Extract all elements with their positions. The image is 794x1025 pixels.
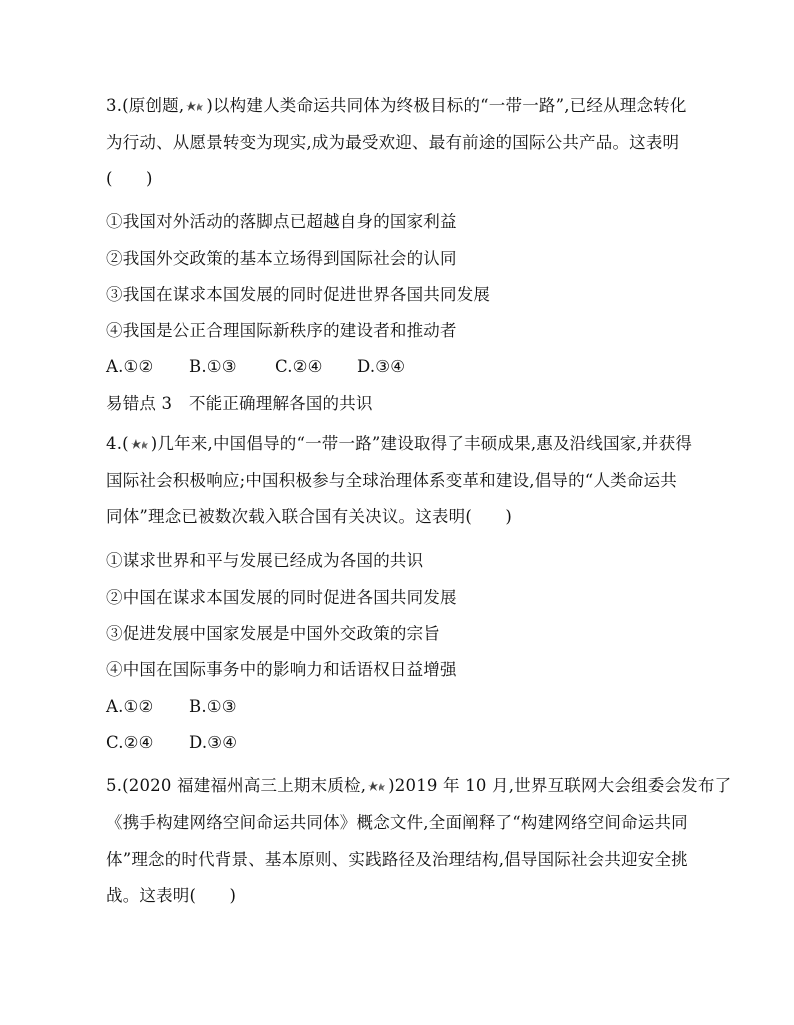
q5-prefix: 5.(2020 福建福州高三上期末质检, xyxy=(106,776,367,795)
q4-options-row-1 xyxy=(106,697,237,717)
q4-statement-1: ①谋求世界和平与发展已经成为各国的共识 xyxy=(106,551,424,570)
q5-line-4: 战。这表明( ) xyxy=(106,886,237,905)
q4-statement-3: ③促进发展中国家发展是中国外交政策的宗旨 xyxy=(106,624,440,643)
q3-statement-2: ②我国外交政策的基本立场得到国际社会的认同 xyxy=(106,249,457,268)
q4-line1-text: )几年来,中国倡导的“一带一路”建设取得了丰硕成果,惠及沿线国家,并获得 xyxy=(150,434,693,453)
q4-options-row-2 xyxy=(106,733,237,753)
q5-line1-text: )2019 年 10 月,世界互联网大会组委会发布了 xyxy=(388,776,732,795)
q4-option-b[interactable]: B.①③ xyxy=(189,697,237,716)
section-heading: 易错点 3 不能正确理解各国的共识 xyxy=(106,394,373,413)
q3-option-d[interactable]: D.③④ xyxy=(357,357,406,376)
q4-option-a[interactable]: A.①② xyxy=(106,697,154,716)
q4-line-1 xyxy=(106,434,692,454)
q3-option-a[interactable]: A.①② xyxy=(106,357,154,376)
q3-line-2: 为行动、从愿景转变为现实,成为最受欢迎、最有前途的国际公共产品。这表明 xyxy=(106,133,680,152)
difficulty-star-icon xyxy=(130,437,150,451)
q5-line-1 xyxy=(106,776,731,796)
q5-line-3: 体”理念的时代背景、基本原则、实践路径及治理结构,倡导国际社会共迎安全挑 xyxy=(106,850,688,869)
q4-prefix: 4.( xyxy=(106,434,129,453)
q3-option-c[interactable]: C.②④ xyxy=(275,357,323,376)
difficulty-star-icon xyxy=(367,779,387,793)
q3-prefix: 3.(原创题, xyxy=(106,96,185,115)
q3-options xyxy=(106,357,405,377)
q3-line-1 xyxy=(106,96,687,116)
difficulty-star-icon xyxy=(185,99,205,113)
q4-line-3: 同体”理念已被数次载入联合国有关决议。这表明( ) xyxy=(106,507,513,526)
q5-line-2: 《携手构建网络空间命运共同体》概念文件,全面阐释了“构建网络空间命运共同 xyxy=(106,813,688,832)
q3-option-b[interactable]: B.①③ xyxy=(189,357,237,376)
q4-option-d[interactable]: D.③④ xyxy=(189,733,238,752)
q3-statement-1: ①我国对外活动的落脚点已超越自身的国家利益 xyxy=(106,212,457,231)
q4-line-2: 国际社会积极响应;中国积极参与全球治理体系变革和建设,倡导的“人类命运共 xyxy=(106,471,677,490)
q3-answer-bracket: ( ) xyxy=(106,169,153,188)
q4-statement-4: ④中国在国际事务中的影响力和话语权日益增强 xyxy=(106,660,457,679)
q4-option-c[interactable]: C.②④ xyxy=(106,733,154,752)
q4-statement-2: ②中国在谋求本国发展的同时促进各国共同发展 xyxy=(106,588,457,607)
q3-statement-4: ④我国是公正合理国际新秩序的建设者和推动者 xyxy=(106,321,457,340)
q3-statement-3: ③我国在谋求本国发展的同时促进世界各国共同发展 xyxy=(106,285,491,304)
q3-line1-text: )以构建人类命运共同体为终极目标的“一带一路”,已经从理念转化 xyxy=(206,96,687,115)
